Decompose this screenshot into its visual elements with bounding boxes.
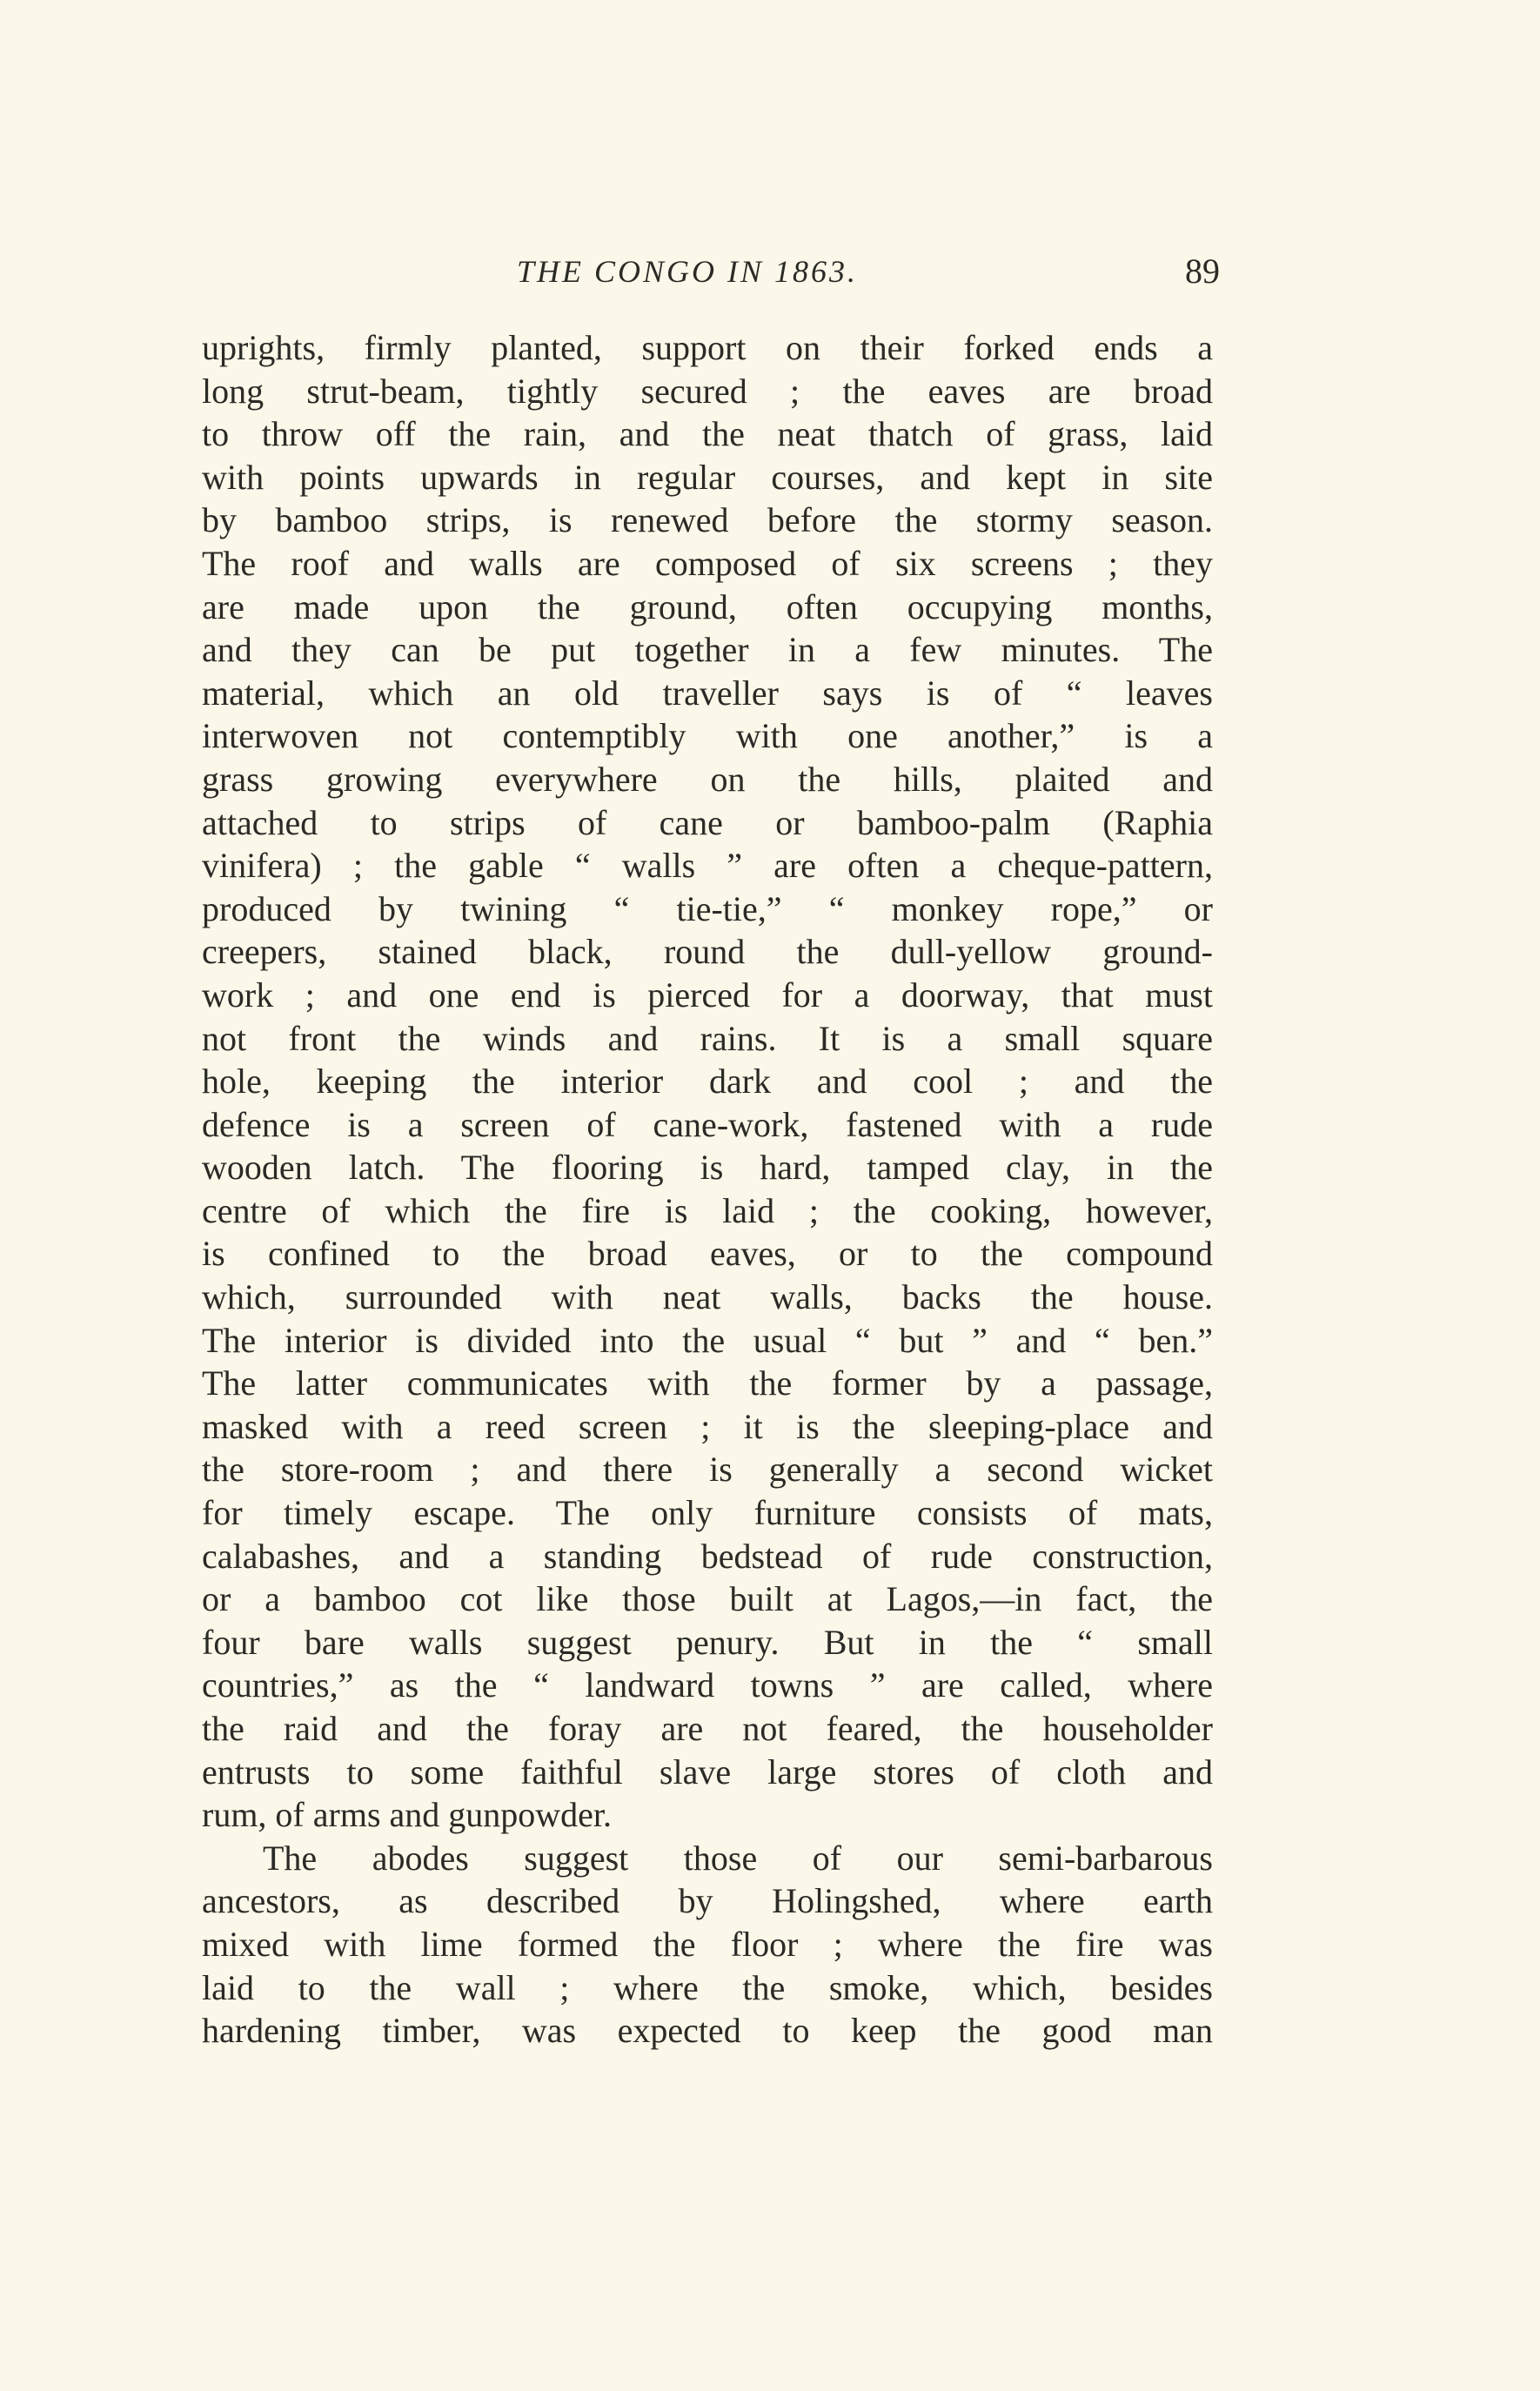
- text-line: not front the winds and rains. It is a small square: [202, 1018, 1213, 1058]
- text-line: four bare walls suggest penury. But in the “ small: [202, 1622, 1213, 1662]
- text-line: by bamboo strips, is renewed before the stormy season.: [202, 500, 1213, 540]
- text-line: is confined to the broad eaves, or to the compound: [202, 1234, 1213, 1274]
- text-line: laid to the wall ; where the smoke, which, besides: [202, 1967, 1213, 2007]
- text-line: and they can be put together in a few minutes. The: [202, 630, 1213, 670]
- text-line: long strut-beam, tightly secured ; the eaves are broad: [202, 371, 1213, 411]
- text-line: hardening timber, was expected to keep the good man: [202, 2011, 1213, 2051]
- text-line: produced by twining “ tie-tie,” “ monkey rope,” or: [202, 888, 1213, 928]
- text-line: which, surrounded with neat walls, backs the house.: [202, 1277, 1213, 1317]
- running-head: [202, 251, 1246, 298]
- text-line: creepers, stained black, round the dull-yellow ground-: [202, 932, 1213, 972]
- text-line: material, which an old traveller says is of “ leaves: [202, 673, 1213, 713]
- text-line: ancestors, as described by Holingshed, where earth: [202, 1881, 1213, 1921]
- text-line: to throw off the rain, and the neat thatch of grass, laid: [202, 414, 1213, 454]
- text-line: interwoven not contemptibly with one another,” is a: [202, 716, 1213, 756]
- text-line: calabashes, and a standing bedstead of rude construction,: [202, 1536, 1213, 1576]
- text-line: The interior is divided into the usual “ but ” and “ ben.”: [202, 1320, 1213, 1360]
- text-line: or a bamboo cot like those built at Lagos,—in fact, the: [202, 1579, 1213, 1619]
- text-line: The roof and walls are composed of six screens ; they: [202, 543, 1213, 583]
- text-line: work ; and one end is pierced for a doorway, that must: [202, 974, 1213, 1015]
- text-line: vinifera) ; the gable “ walls ” are often a cheque-pattern,: [202, 846, 1213, 886]
- text-line: mixed with lime formed the floor ; where the fire was: [202, 1924, 1213, 1964]
- text-line: centre of which the fire is laid ; the cooking, however,: [202, 1190, 1213, 1230]
- text-line: masked with a reed screen ; it is the sleeping-place and: [202, 1406, 1213, 1446]
- text-line: the store-room ; and there is generally a second wicket: [202, 1450, 1213, 1490]
- text-line: countries,” as the “ landward towns ” are called, where: [202, 1665, 1213, 1705]
- text-line: defence is a screen of cane-work, fastened with a rude: [202, 1104, 1213, 1144]
- text-line: uprights, firmly planted, support on their forked ends a: [202, 328, 1213, 367]
- text-line: wooden latch. The flooring is hard, tamped clay, in the: [202, 1148, 1213, 1188]
- page-number: 89: [1185, 251, 1220, 291]
- text-line: are made upon the ground, often occupying months,: [202, 586, 1213, 626]
- running-title: THE CONGO IN 1863.: [517, 254, 859, 289]
- text-line: attached to strips of cane or bamboo-palm (Raphia: [202, 802, 1213, 842]
- text-line: rum, of arms and gunpowder.: [202, 1795, 613, 1835]
- text-line: with points upwards in regular courses, and kept in site: [202, 457, 1213, 497]
- text-line-paragraph-start: The abodes suggest those of our semi-barbarous: [263, 1838, 1213, 1878]
- text-line: The latter communicates with the former by a passage,: [202, 1363, 1213, 1403]
- text-line: grass growing everywhere on the hills, plaited and: [202, 759, 1213, 799]
- text-line: for timely escape. The only furniture consists of mats,: [202, 1493, 1213, 1533]
- text-line: hole, keeping the interior dark and cool ; and the: [202, 1062, 1213, 1102]
- body-text: [202, 326, 1213, 2053]
- text-line: the raid and the foray are not feared, the householder: [202, 1709, 1213, 1748]
- text-line: entrusts to some faithful slave large stores of cloth and: [202, 1751, 1213, 1792]
